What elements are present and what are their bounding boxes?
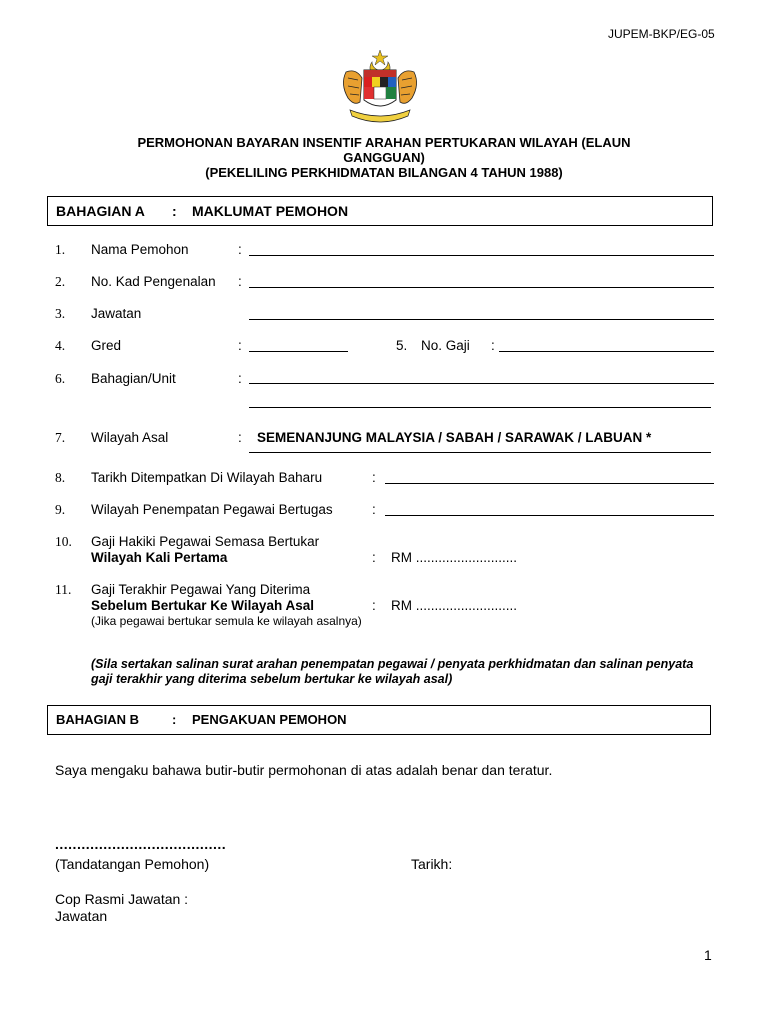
- salary-number-input-line[interactable]: [499, 351, 714, 352]
- field-6-label: Bahagian/Unit: [91, 371, 176, 386]
- field-5-label: No. Gaji: [421, 338, 470, 353]
- origin-region-options: SEMENANJUNG MALAYSIA / SABAH / SARAWAK / LABUAN *: [257, 430, 652, 445]
- section-b-header: [47, 705, 711, 735]
- field-10-label-line-2: Wilayah Kali Pertama: [91, 550, 228, 565]
- grade-input-line[interactable]: [249, 351, 348, 352]
- page-number: 1: [704, 947, 712, 963]
- signature-line[interactable]: .......................................: [55, 836, 227, 852]
- field-2-number: 2.: [55, 274, 66, 289]
- field-10-number: 10.: [55, 534, 72, 549]
- field-9-number: 9.: [55, 502, 66, 517]
- field-8-colon: :: [372, 470, 376, 485]
- field-4-label: Gred: [91, 338, 122, 353]
- form-title-line-3: (PEKELILING PERKHIDMATAN BILANGAN 4 TAHUN 1988): [205, 165, 563, 180]
- section-b-title: PENGAKUAN PEMOHON: [192, 712, 347, 727]
- field-2-label: No. Kad Pengenalan: [91, 274, 216, 289]
- ic-number-input-line[interactable]: [249, 287, 714, 288]
- field-3-label: Jawatan: [91, 306, 142, 321]
- field-11-colon: :: [372, 598, 376, 613]
- section-a-colon: :: [172, 203, 177, 219]
- section-a-title: MAKLUMAT PEMOHON: [192, 203, 349, 219]
- division-input-line-1[interactable]: [249, 383, 714, 384]
- last-salary-rm-field[interactable]: RM ...........................: [391, 598, 518, 613]
- field-5-colon: :: [491, 338, 495, 353]
- official-stamp-label: Cop Rasmi Jawatan :: [55, 891, 189, 907]
- field-4-number: 4.: [55, 338, 66, 353]
- field-9-label: Wilayah Penempatan Pegawai Bertugas: [91, 502, 333, 517]
- field-7-number: 7.: [55, 430, 66, 445]
- section-b-label: BAHAGIAN B: [56, 712, 140, 727]
- field-3-number: 3.: [55, 306, 66, 321]
- form-code: JUPEM-BKP/EG-05: [608, 27, 715, 41]
- name-input-line[interactable]: [249, 255, 714, 256]
- field-1-label: Nama Pemohon: [91, 242, 189, 257]
- field-8-label: Tarikh Ditempatkan Di Wilayah Baharu: [91, 470, 323, 485]
- field-4-colon: :: [238, 338, 242, 353]
- field-11-label-line-1: Gaji Terakhir Pegawai Yang Diterima: [91, 582, 311, 597]
- attachment-note-line-2: gaji terakhir yang diterima sebelum bertukar ke wilayah asal): [91, 672, 453, 686]
- section-a-header: [47, 196, 713, 226]
- division-input-line-2[interactable]: [249, 407, 711, 408]
- field-11-note: (Jika pegawai bertukar semula ke wilayah asalnya): [91, 614, 362, 628]
- field-7-label: Wilayah Asal: [91, 430, 169, 445]
- origin-region-underline: [249, 452, 711, 453]
- signature-label: (Tandatangan Pemohon): [55, 856, 210, 872]
- declaration-text: Saya mengaku bahawa butir-butir permohonan di atas adalah benar dan teratur.: [55, 762, 553, 778]
- field-10-label-line-1: Gaji Hakiki Pegawai Semasa Bertukar: [91, 534, 320, 549]
- section-b-colon: :: [172, 712, 177, 727]
- form-title-line-1: PERMOHONAN BAYARAN INSENTIF ARAHAN PERTUKARAN WILAYAH (ELAUN: [137, 135, 631, 150]
- field-10-colon: :: [372, 550, 376, 565]
- field-8-number: 8.: [55, 470, 66, 485]
- basic-salary-rm-field[interactable]: RM ...........................: [391, 550, 518, 565]
- field-6-colon: :: [238, 371, 242, 386]
- field-5-number: 5.: [396, 338, 408, 353]
- placement-date-input-line[interactable]: [385, 483, 714, 484]
- attachment-note-line-1: (Sila sertakan salinan surat arahan penempatan pegawai / penyata perkhidmatan dan salinan penyata: [91, 657, 694, 671]
- duty-region-input-line[interactable]: [385, 515, 714, 516]
- position-input-line[interactable]: [249, 319, 714, 320]
- field-11-label-line-2: Sebelum Bertukar Ke Wilayah Asal: [91, 598, 314, 613]
- field-2-colon: :: [238, 274, 242, 289]
- field-7-colon: :: [238, 430, 242, 445]
- field-11-number: 11.: [55, 582, 72, 597]
- field-9-colon: :: [372, 502, 376, 517]
- field-6-number: 6.: [55, 371, 66, 386]
- field-1-colon: :: [238, 242, 242, 257]
- section-a-label: BAHAGIAN A: [56, 203, 145, 219]
- coat-of-arms-emblem: [330, 48, 430, 128]
- field-1-number: 1.: [55, 242, 66, 257]
- date-label: Tarikh:: [411, 856, 453, 872]
- form-title-line-2: GANGGUAN): [343, 150, 425, 165]
- position-label: Jawatan: [55, 908, 108, 924]
